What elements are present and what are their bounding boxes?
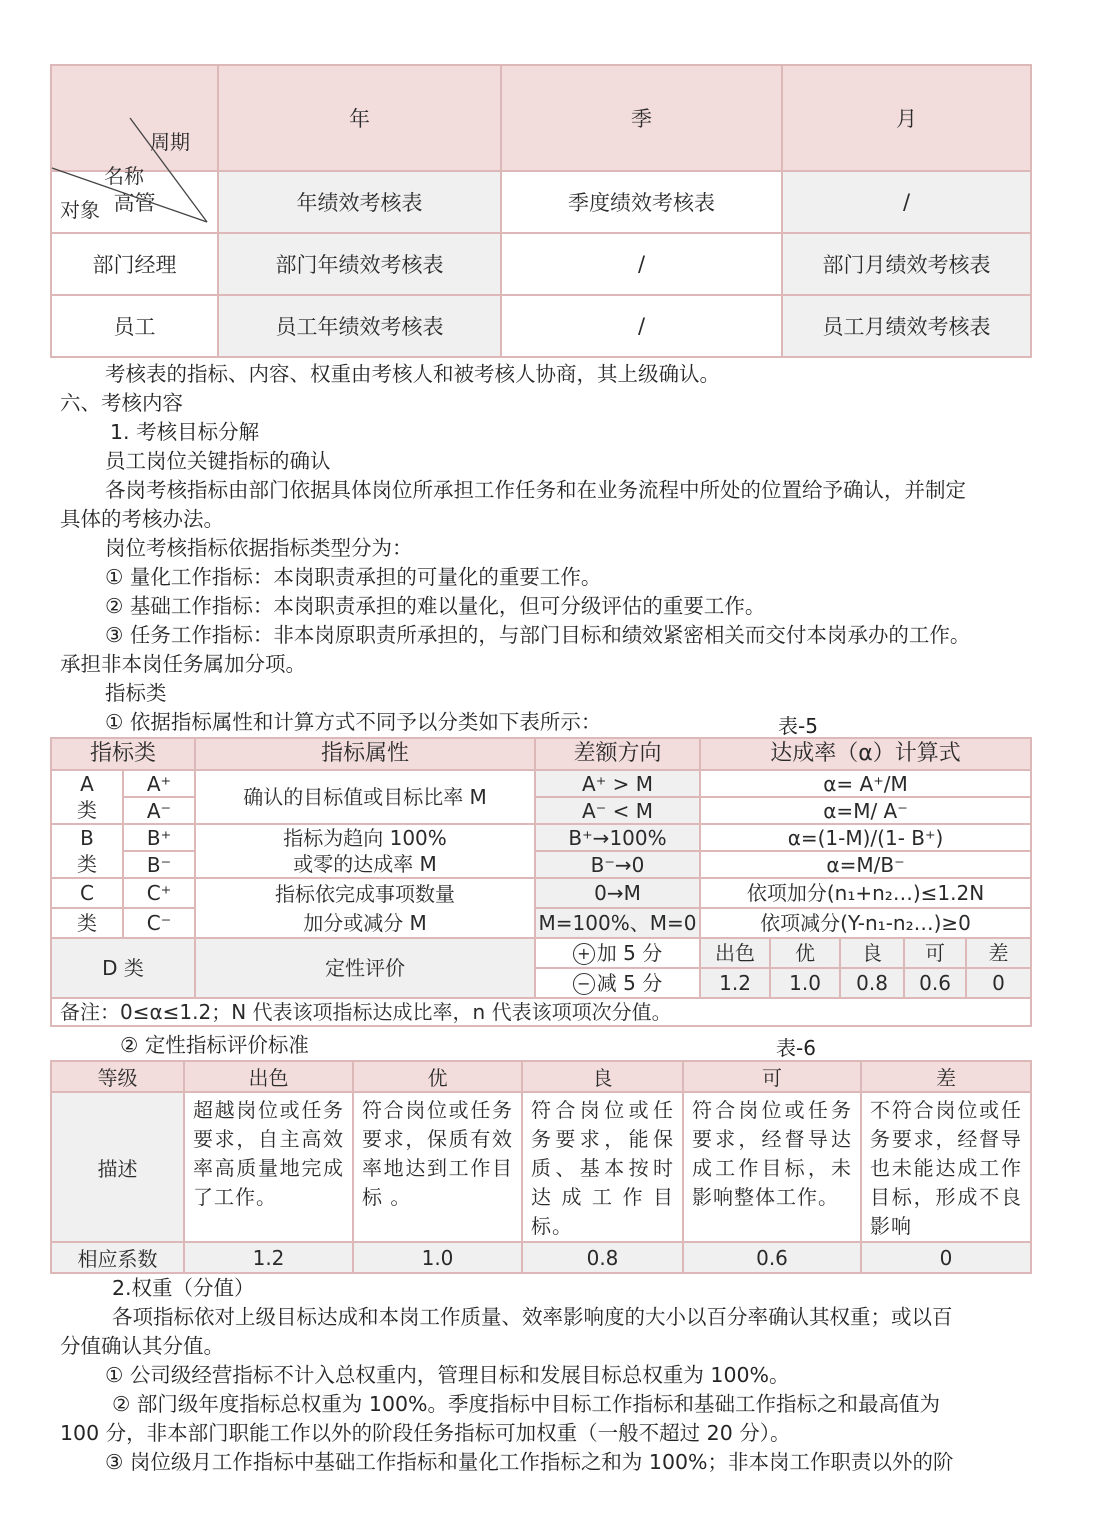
grade-label: 差 xyxy=(966,938,1031,968)
plus-circle-icon: + xyxy=(573,943,595,965)
a-dir-plus: A⁺ > M xyxy=(535,770,700,797)
grade-header: 出色 xyxy=(184,1061,353,1092)
cell-year: 部门年绩效考核表 xyxy=(218,233,501,295)
list-item xyxy=(105,592,1085,621)
header-quarter: 季 xyxy=(501,65,782,171)
table-note: 备注：0≤α≤1.2；N 代表该项指标达成比率，n 代表该项项次分值。 xyxy=(51,998,1031,1026)
paragraph: 各项指标依对上级目标达成和本岗工作质量、效率影响度的大小以百分率确认其权重；或以百 xyxy=(112,1305,953,1329)
b-calc-plus: α=(1-M)/(1- B⁺) xyxy=(700,824,1031,851)
d-add-text: 加 5 分 xyxy=(596,940,663,965)
header-direction: 差额方向 xyxy=(535,738,700,770)
header-class: 指标类 xyxy=(51,738,195,770)
cell-quarter: 季度绩效考核表 xyxy=(501,171,782,233)
class-d: D 类 xyxy=(51,938,195,998)
coef-value: 0.6 xyxy=(683,1242,861,1273)
cell-month: / xyxy=(782,171,1031,233)
grade-value: 1.0 xyxy=(770,968,840,998)
paragraph: ① 依据指标属性和计算方式不同予以分类如下表所示： xyxy=(105,710,602,734)
grade-desc: 超越岗位或任务要求，自主高效率高质量地完成了工作。 xyxy=(184,1092,353,1242)
coef-label: 相应系数 xyxy=(51,1242,184,1273)
grade-header: 可 xyxy=(683,1061,861,1092)
c-attr-1: 指标依完成事项数量 xyxy=(195,878,535,908)
corner-period: 周期 xyxy=(150,130,190,154)
b-attr xyxy=(195,824,535,878)
list-item-text: ：本岗职责承担的难以量化，但可分级评估的重要工作。 xyxy=(252,594,766,618)
b-dir-plus: B⁺→100% xyxy=(535,824,700,851)
header-month: 月 xyxy=(782,65,1031,171)
row-object: 高管 xyxy=(51,171,218,233)
d-add xyxy=(535,938,700,968)
cell-year: 年绩效考核表 xyxy=(218,171,501,233)
grade-desc: 不符合岗位或任务要求，经督导也未能达成工作目标，形成不良影响 xyxy=(861,1092,1031,1242)
cell-month: 员工月绩效考核表 xyxy=(782,295,1031,357)
grade-value: 0.6 xyxy=(904,968,966,998)
subsection-heading: 员工岗位关键指标的确认 xyxy=(105,449,331,473)
grade-desc: 符合岗位或任务要求，能保质、基本按时达成工作目标。 xyxy=(522,1092,683,1242)
cell-quarter: / xyxy=(501,295,782,357)
b-calc-minus: α=M/B⁻ xyxy=(700,851,1031,878)
cell-month: 部门月绩效考核表 xyxy=(782,233,1031,295)
d-sub xyxy=(535,968,700,998)
paragraph: ③ 岗位级月工作指标中基础工作指标和量化工作指标之和为 100%；非本岗工作职责以外的阶 xyxy=(105,1450,954,1474)
table-number: 表-5 xyxy=(778,714,818,738)
grade-desc: 符合岗位或任务要求，经督导达成工作目标，未影响整体工作。 xyxy=(683,1092,861,1242)
paragraph: ② 部门级年度指标总权重为 100%。季度指标中目标工作指标和基础工作指标之和最高值为 xyxy=(112,1392,941,1416)
list-item-text: ：本岗职责承担的可量化的重要工作。 xyxy=(252,565,602,589)
paragraph: 承担非本岗任务属加分项。 xyxy=(60,652,306,676)
grade-header-label: 等级 xyxy=(51,1061,184,1092)
c-minus: C⁻ xyxy=(123,908,195,938)
list-item-label: ② 基础工作指标 xyxy=(105,594,253,618)
coef-value: 1.2 xyxy=(184,1242,353,1273)
a-attr: 确认的目标值或目标比率 M xyxy=(195,770,535,824)
row-object: 员工 xyxy=(51,295,218,357)
list-item-label: ③ 任务工作指标 xyxy=(105,623,253,647)
c-calc-plus: 依项加分(n₁+n₂…)≤1.2N xyxy=(700,878,1031,908)
b-plus: B⁺ xyxy=(123,824,195,851)
subsection-heading: 指标类 xyxy=(105,681,167,705)
class-c-line2: 类 xyxy=(51,908,123,938)
d-attr: 定性评价 xyxy=(195,938,535,998)
paragraph: ② 定性指标评价标准 xyxy=(120,1033,309,1057)
table-row xyxy=(51,233,1031,295)
paragraph: 考核表的指标、内容、权重由考核人和被考核人协商，其上级确认。 xyxy=(105,362,720,386)
cell-quarter: / xyxy=(501,233,782,295)
grade-label: 出色 xyxy=(700,938,770,968)
grade-label: 优 xyxy=(770,938,840,968)
grade-label: 可 xyxy=(904,938,966,968)
a-calc-plus: α= A⁺/M xyxy=(700,770,1031,797)
grade-value: 0.8 xyxy=(840,968,904,998)
grade-value: 1.2 xyxy=(700,968,770,998)
paragraph: 各岗考核指标由部门依据具体岗位所承担工作任务和在业务流程中所处的位置给予确认，并制定 xyxy=(105,478,966,502)
paragraph: ① 公司级经营指标不计入总权重内，管理目标和发展目标总权重为 100%。 xyxy=(105,1363,790,1387)
c-plus: C⁺ xyxy=(123,878,195,908)
list-item-label: ① 量化工作指标 xyxy=(105,565,253,589)
paragraph: 岗位考核指标依据指标类型分为： xyxy=(105,536,413,560)
header-attr: 指标属性 xyxy=(195,738,535,770)
paragraph: 100 分，非本部门职能工作以外的阶段任务指标可加权重（一般不超过 20 分）。 xyxy=(60,1421,791,1445)
coef-value: 1.0 xyxy=(353,1242,522,1273)
c-calc-minus: 依项减分(Y-n₁-n₂…)≥0 xyxy=(700,908,1031,938)
grade-header: 良 xyxy=(522,1061,683,1092)
class-b: B类 xyxy=(51,824,123,878)
coef-value: 0 xyxy=(861,1242,1031,1273)
desc-label: 描述 xyxy=(51,1092,184,1242)
list-item xyxy=(105,563,1085,592)
indicator-class-table xyxy=(50,737,1032,1027)
a-plus: A⁺ xyxy=(123,770,195,797)
minus-circle-icon: − xyxy=(573,973,595,995)
c-attr-2: 加分或减分 M xyxy=(195,908,535,938)
subsection-heading: 1. 考核目标分解 xyxy=(110,420,260,444)
b-attr-line1: 指标为趋向 100% xyxy=(283,826,447,850)
paragraph: 分值确认其分值。 xyxy=(60,1334,224,1358)
subsection-heading: 2.权重（分值） xyxy=(112,1276,255,1300)
header-year: 年 xyxy=(218,65,501,171)
grade-desc: 符合岗位或任务要求，保质有效率地达到工作目标 。 xyxy=(353,1092,522,1242)
section-heading: 六、考核内容 xyxy=(60,391,183,415)
b-minus: B⁻ xyxy=(123,851,195,878)
a-calc-minus: α=M/ A⁻ xyxy=(700,797,1031,824)
list-item-text: ：非本岗原职责所承担的，与部门目标和绩效紧密相关而交付本岗承办的工作。 xyxy=(252,623,971,647)
c-dir-plus: 0→M xyxy=(535,878,700,908)
qualitative-standard-table xyxy=(50,1060,1032,1274)
a-minus: A⁻ xyxy=(123,797,195,824)
grade-label: 良 xyxy=(840,938,904,968)
grade-value: 0 xyxy=(966,968,1031,998)
coef-value: 0.8 xyxy=(522,1242,683,1273)
table-number: 表-6 xyxy=(776,1036,816,1060)
class-c-line1: C xyxy=(51,878,123,908)
class-a: A类 xyxy=(51,770,123,824)
cell-year: 员工年绩效考核表 xyxy=(218,295,501,357)
grade-header: 差 xyxy=(861,1061,1031,1092)
row-object: 部门经理 xyxy=(51,233,218,295)
b-attr-line2: 或零的达成率 M xyxy=(293,852,437,876)
c-dir-minus: M=100%、M=0 xyxy=(535,908,700,938)
list-item xyxy=(105,621,1085,650)
a-dir-minus: A⁻ < M xyxy=(535,797,700,824)
grade-header: 优 xyxy=(353,1061,522,1092)
cycle-table xyxy=(50,64,1032,358)
d-sub-text: 减 5 分 xyxy=(596,970,663,995)
header-formula: 达成率（α）计算式 xyxy=(700,738,1031,770)
b-dir-minus: B⁻→0 xyxy=(535,851,700,878)
table-row xyxy=(51,295,1031,357)
paragraph: 具体的考核办法。 xyxy=(60,507,224,531)
corner-name: 名称 xyxy=(104,164,144,188)
corner-object: 对象 xyxy=(60,198,100,222)
